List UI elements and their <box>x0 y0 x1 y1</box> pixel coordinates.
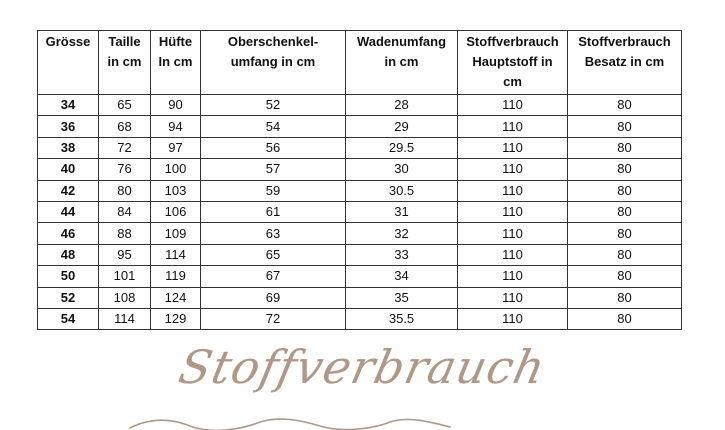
table-cell: 28 <box>346 95 458 116</box>
table-cell: 34 <box>346 266 458 287</box>
size-cell: 34 <box>38 95 99 116</box>
table-cell: 100 <box>151 159 201 180</box>
table-cell: 80 <box>568 287 682 308</box>
table-row <box>38 223 682 244</box>
table-cell: 69 <box>201 287 346 308</box>
size-cell: 42 <box>38 180 99 201</box>
table-body <box>38 95 682 330</box>
column-header <box>99 31 151 95</box>
table-row <box>38 201 682 222</box>
table-cell: 110 <box>458 137 568 158</box>
table-cell: 110 <box>458 116 568 137</box>
table-cell: 129 <box>151 308 201 329</box>
table-cell: 110 <box>458 180 568 201</box>
script-decoration <box>0 400 725 430</box>
table-cell: 31 <box>346 201 458 222</box>
size-cell: 36 <box>38 116 99 137</box>
table-cell: 29 <box>346 116 458 137</box>
table-cell: 68 <box>99 116 151 137</box>
table-cell: 95 <box>99 244 151 265</box>
table-cell: 30 <box>346 159 458 180</box>
table-cell: 80 <box>568 308 682 329</box>
table-cell: 94 <box>151 116 201 137</box>
table-cell: 110 <box>458 159 568 180</box>
table-cell: 80 <box>568 201 682 222</box>
table-cell: 110 <box>458 201 568 222</box>
table-cell: 90 <box>151 95 201 116</box>
table-cell: 59 <box>201 180 346 201</box>
column-header-line: in cm <box>107 54 142 69</box>
column-header <box>38 31 99 95</box>
table-cell: 106 <box>151 201 201 222</box>
column-header-line: in cm <box>384 54 419 69</box>
table-cell: 119 <box>151 266 201 287</box>
table-cell: 67 <box>201 266 346 287</box>
table-cell: 80 <box>568 137 682 158</box>
table-row <box>38 287 682 308</box>
table-cell: 108 <box>99 287 151 308</box>
table-cell: 103 <box>151 180 201 201</box>
column-header-line: Stoffverbrauch <box>578 34 671 49</box>
size-cell: 54 <box>38 308 99 329</box>
column-header-line: Stoffverbrauch <box>466 34 559 49</box>
table-cell: 29.5 <box>346 137 458 158</box>
table-cell: 110 <box>458 266 568 287</box>
table-row <box>38 116 682 137</box>
column-header-line: umfang in cm <box>230 54 316 69</box>
column-header <box>346 31 458 95</box>
table-cell: 101 <box>99 266 151 287</box>
table-cell: 80 <box>568 223 682 244</box>
column-header-line: Besatz in cm <box>584 54 665 69</box>
table-cell: 30.5 <box>346 180 458 201</box>
column-header-line: Oberschenkel- <box>227 34 319 49</box>
table-cell: 35.5 <box>346 308 458 329</box>
table-cell: 80 <box>568 159 682 180</box>
table-cell: 72 <box>99 137 151 158</box>
table-cell: 110 <box>458 287 568 308</box>
column-header-line: Hauptstoff in <box>472 54 553 69</box>
size-cell: 50 <box>38 266 99 287</box>
column-header <box>201 31 346 95</box>
table-cell: 32 <box>346 223 458 244</box>
table-cell: 80 <box>568 180 682 201</box>
table-cell: 57 <box>201 159 346 180</box>
size-cell: 48 <box>38 244 99 265</box>
script-title: Stoffverbrauch <box>174 340 551 394</box>
table-cell: 54 <box>201 116 346 137</box>
table-cell: 110 <box>458 223 568 244</box>
table-cell: 56 <box>201 137 346 158</box>
table-row <box>38 180 682 201</box>
table-row <box>38 308 682 329</box>
column-header <box>458 31 568 95</box>
table-cell: 65 <box>99 95 151 116</box>
table-cell: 124 <box>151 287 201 308</box>
table-row <box>38 244 682 265</box>
table-cell: 80 <box>568 95 682 116</box>
column-header-line: cm <box>503 74 522 89</box>
table-cell: 80 <box>99 180 151 201</box>
column-header-line: Taille <box>108 34 141 49</box>
table-cell: 76 <box>99 159 151 180</box>
column-header-line: Wadenumfang <box>356 34 447 49</box>
column-header <box>151 31 201 95</box>
size-cell: 44 <box>38 201 99 222</box>
table-cell: 35 <box>346 287 458 308</box>
size-cell: 46 <box>38 223 99 244</box>
table-cell: 114 <box>99 308 151 329</box>
table-row <box>38 159 682 180</box>
column-header-line: In cm <box>158 54 193 69</box>
table-cell: 109 <box>151 223 201 244</box>
size-cell: 38 <box>38 137 99 158</box>
table-header-row <box>38 31 682 95</box>
column-header <box>568 31 682 95</box>
column-header-line: Hüfte <box>158 34 193 49</box>
table-cell: 114 <box>151 244 201 265</box>
table-cell: 52 <box>201 95 346 116</box>
table-cell: 110 <box>458 95 568 116</box>
size-cell: 52 <box>38 287 99 308</box>
table-cell: 110 <box>458 308 568 329</box>
table-cell: 65 <box>201 244 346 265</box>
table-row <box>38 137 682 158</box>
table-cell: 61 <box>201 201 346 222</box>
size-cell: 40 <box>38 159 99 180</box>
column-header-line: Grösse <box>45 34 91 49</box>
table-cell: 84 <box>99 201 151 222</box>
table-cell: 63 <box>201 223 346 244</box>
table-cell: 110 <box>458 244 568 265</box>
table-row <box>38 95 682 116</box>
table-cell: 80 <box>568 116 682 137</box>
size-table <box>37 30 682 330</box>
table-cell: 80 <box>568 266 682 287</box>
table-cell: 97 <box>151 137 201 158</box>
table-cell: 33 <box>346 244 458 265</box>
table-cell: 88 <box>99 223 151 244</box>
table-row <box>38 266 682 287</box>
table-cell: 80 <box>568 244 682 265</box>
table-cell: 72 <box>201 308 346 329</box>
